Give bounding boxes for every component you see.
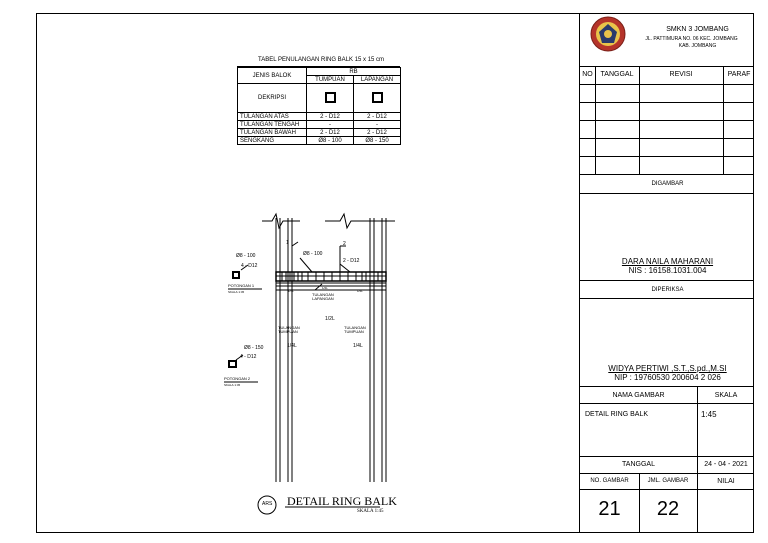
col-no: NO	[582, 71, 593, 78]
drawing-name-value: DETAIL RING BALK	[585, 411, 649, 418]
seg-left-label: 1/4L	[288, 289, 294, 293]
date-value: 24 - 04 - 2021	[704, 461, 748, 468]
sec1-bar-label: 4 - D12	[241, 263, 258, 269]
digambar-label: DIGAMBAR	[651, 181, 684, 187]
col-paraf: PARAF	[727, 71, 751, 78]
diperiksa-label: DIPERIKSA	[651, 287, 684, 293]
no-gambar-value: 21	[598, 498, 621, 520]
stirrup-mid-label: Ø8 - 100	[303, 251, 323, 257]
row-tumpuan: 2 - D12	[307, 113, 354, 121]
row-label: TULANGAN TENGAH	[238, 121, 307, 129]
row-lapangan: -	[354, 121, 401, 129]
deskripsi-label: DEKRIPSI	[238, 84, 307, 113]
skala-label: SKALA	[714, 392, 738, 399]
ars-badge: ARS	[262, 501, 273, 507]
row-label: TULANGAN BAWAH	[238, 129, 307, 137]
sec2-stirrup-label: Ø8 - 150	[244, 345, 264, 351]
sec2-bar-label: 4 - D12	[240, 354, 257, 360]
seg-mid-label: 1/2L	[322, 286, 328, 290]
tulangan-tumpuan-right-label: TULANGAN TUMPUAN	[344, 325, 366, 334]
row-label: SENGKANG	[238, 137, 307, 145]
quarter-right-label: 1/4L	[353, 343, 363, 349]
scale-value: 1:45	[701, 410, 717, 419]
row-tumpuan: Ø8 - 100	[307, 137, 354, 145]
col-revisi: REVISI	[669, 71, 693, 78]
sec1-scale: SKALA 1:45	[228, 290, 245, 294]
sec1-stirrup-label: Ø8 - 100	[236, 253, 256, 259]
cut-2-label: 2	[343, 241, 346, 247]
drawer-nis: NIS : 16158.1031.004	[628, 266, 707, 275]
table-title: TABEL PENULANGAN RING BALK 15 x 15 cm	[258, 57, 385, 63]
row-lapangan: 2 - D12	[354, 129, 401, 137]
tanggal-label: TANGGAL	[622, 461, 655, 468]
col-tanggal: TANGGAL	[600, 71, 634, 78]
sec2-scale: SKALA 1:45	[224, 383, 241, 387]
school-address-1: JL. PATTIMURA NO. 06 KEC. JOMBANG	[645, 36, 738, 42]
jml-gambar-label: JML. GAMBAR	[647, 478, 689, 484]
nama-gambar-label: NAMA GAMBAR	[612, 392, 665, 399]
tulangan-lapangan-label: TULANGAN LAPANGAN	[312, 292, 334, 301]
drawing-title: DETAIL RING BALK	[287, 494, 397, 508]
half-span-label: 1/2L	[325, 316, 335, 322]
row-tumpuan: -	[307, 121, 354, 129]
school-name: SMKN 3 JOMBANG	[666, 26, 729, 33]
seg-right-label: 1/4L	[357, 289, 363, 293]
jenis-balok-header: JENIS BALOK	[238, 68, 307, 84]
row-label: TULANGAN ATAS	[238, 113, 307, 121]
drawing-title-scale: SKALA 1:45	[357, 509, 384, 514]
row-tumpuan: 2 - D12	[307, 129, 354, 137]
no-gambar-label: NO. GAMBAR	[590, 478, 629, 484]
cut-1-label: 1	[286, 240, 289, 246]
tulangan-tumpuan-left-label: TULANGAN TUMPUAN	[278, 325, 300, 334]
row-lapangan: 2 - D12	[354, 113, 401, 121]
lapangan-header: LAPANGAN	[354, 76, 401, 84]
quarter-left-label: 1/4L	[287, 343, 297, 349]
row-lapangan: Ø8 - 150	[354, 137, 401, 145]
checker-nip: NIP : 19760530 200604 2 026	[614, 373, 721, 382]
checker-name: WIDYA PERTIWI ,S.T.,S.pd.,M.SI	[608, 364, 727, 373]
sec2-name: POTONGAN 2	[224, 376, 251, 381]
title-block	[579, 13, 754, 533]
school-logo-icon	[589, 15, 627, 53]
drawer-name: DARA NAILA MAHARANI	[621, 257, 714, 266]
top-bar-label: 2 - D12	[343, 258, 360, 264]
school-address-2: KAB. JOMBANG	[678, 43, 717, 49]
tumpuan-header: TUMPUAN	[307, 76, 354, 84]
rb-header: RB	[307, 68, 401, 76]
jml-gambar-value: 22	[656, 498, 680, 520]
nilai-label: NILAI	[717, 478, 735, 485]
sec1-name: POTONGAN 1	[228, 283, 255, 288]
